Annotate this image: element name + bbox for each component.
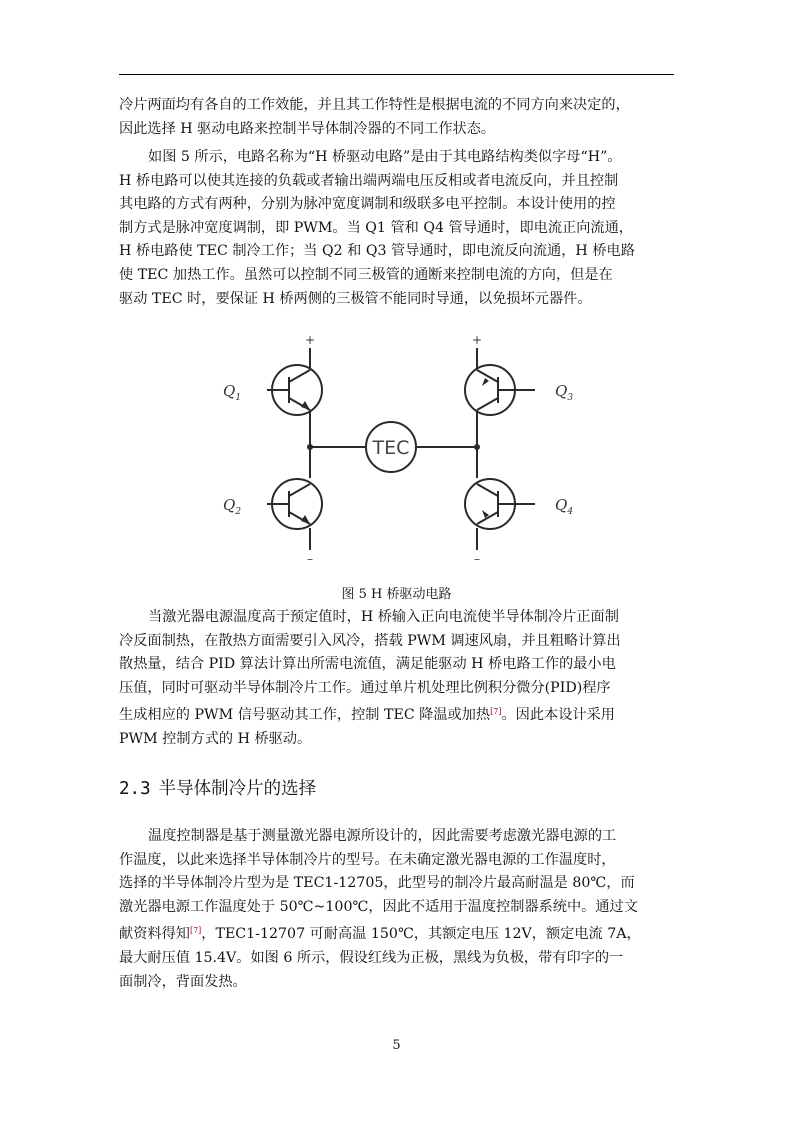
- page-number: 5: [392, 1038, 401, 1053]
- text-line: 如图 5 所示，电路名称为“H 桥驱动电路”是由于其电路结构类似字母“H”。: [148, 149, 622, 165]
- text-line: H 桥电路使 TEC 制冷工作；当 Q2 和 Q3 管导通时，即电流反向流通，H 桥电路: [119, 243, 635, 260]
- transistor-q4: [465, 479, 535, 529]
- text-line: H 桥电路可以使其连接的负载或者输出端两端电压反相或者电流反向，并且控制: [119, 172, 619, 189]
- right-plus-mark: +: [471, 333, 483, 347]
- q3-emitter-arrow-icon: [482, 378, 489, 386]
- right-minus-mark: –: [474, 552, 480, 566]
- header-rule: [119, 74, 674, 75]
- paragraph-1: [119, 94, 675, 141]
- text-line: 面制冷，背面发热。: [119, 973, 247, 990]
- text-line: 作温度，以此来选择半导体制冷片的型号。在未确定激光器电源的工作温度时，: [119, 851, 616, 868]
- paragraph-2: [119, 146, 675, 311]
- text-line: 散热量，结合 PID 算法计算出所需电流值，满足能驱动 H 桥电路工作的最小电: [119, 656, 616, 673]
- citation-ref[interactable]: [7]: [490, 707, 502, 717]
- text-line: 驱动 TEC 时，要保证 H 桥两侧的三极管不能同时导通，以免损坏元器件。: [119, 290, 592, 307]
- text-line: 制方式是脉冲宽度调制，即 PWM。当 Q1 管和 Q4 管导通时，即电流正向流通，: [119, 219, 633, 236]
- text-line: 冷反面制热，在散热方面需要引入风冷，搭载 PWM 调速风扇，并且粗略计算出: [119, 632, 621, 649]
- figure-caption: 图 5 H 桥驱动电路: [341, 587, 452, 602]
- h-bridge-circuit-diagram: [205, 330, 605, 570]
- text-line: [119, 919, 675, 947]
- text-segment: 。因此本设计采用: [501, 707, 615, 724]
- q2-label: $Q_2$: [223, 496, 242, 517]
- text-line: 温度控制器是基于测量激光器电源所设计的，因此需要考虑激光器电源的工: [148, 828, 617, 844]
- section-title: 半导体制冷片的选择: [158, 779, 317, 799]
- paragraph-4: [119, 825, 675, 994]
- paragraph-3: [119, 606, 675, 752]
- text-line: [119, 700, 675, 728]
- text-line: 选择的半导体制冷片型为是 TEC1-12705，此型号的制冷片最高耐温是 80℃，而: [119, 875, 635, 892]
- left-junction-dot: [307, 444, 313, 450]
- q3-label: $Q_3$: [555, 382, 574, 403]
- transistor-q2: [267, 479, 322, 529]
- right-junction-dot: [474, 444, 480, 450]
- q1-emitter-arrow-icon: [301, 401, 310, 410]
- q1-label: $Q_1$: [223, 382, 242, 403]
- text-line: 使 TEC 加热工作。虽然可以控制不同三极管的通断来控制电流的方向，但是在: [119, 266, 613, 283]
- text-line: 冷片两面均有各自的工作效能，并且其工作特性是根据电流的不同方向来决定的，: [119, 97, 630, 113]
- text-segment: ，TEC1-12707 可耐高温 150℃，其额定电压 12V，额定电流 7A，: [201, 926, 641, 943]
- transistor-q1: [267, 365, 322, 415]
- text-line: 最大耐压值 15.4V。如图 6 所示，假设红线为正极，黑线为负极，带有印字的一: [119, 949, 624, 966]
- q4-label: $Q_4$: [555, 496, 574, 517]
- left-minus-mark: –: [307, 552, 313, 566]
- text-segment: 生成相应的 PWM 信号驱动其工作，控制 TEC 降温或加热: [119, 707, 491, 724]
- text-line: 压值，同时可驱动半导体制冷片工作。通过单片机处理比例积分微分(PID)程序: [119, 679, 611, 696]
- q2-emitter-arrow-icon: [301, 515, 310, 524]
- text-line: PWM 控制方式的 H 桥驱动。: [119, 730, 312, 747]
- transistor-q3: [465, 365, 535, 415]
- text-line: 当激光器电源温度高于预定值时，H 桥输入正向电流使半导体制冷片正面制: [148, 609, 619, 625]
- citation-ref[interactable]: [7]: [189, 926, 202, 936]
- text-line: 激光器电源工作温度处于 50℃~100℃，因此不适用于温度控制器系统中。通过文: [119, 898, 638, 915]
- text-line: 因此选择 H 驱动电路来控制半导体制冷器的不同工作状态。: [119, 120, 496, 137]
- tec-label: TEC: [372, 437, 410, 459]
- left-plus-mark: +: [304, 333, 316, 347]
- section-heading: [119, 775, 316, 800]
- section-number: 2.3: [119, 779, 151, 799]
- text-segment: 献资料得知: [119, 926, 190, 943]
- text-line: 其电路的方式有两种，分别为脉冲宽度调制和级联多电平控制。本设计使用的控: [119, 196, 616, 213]
